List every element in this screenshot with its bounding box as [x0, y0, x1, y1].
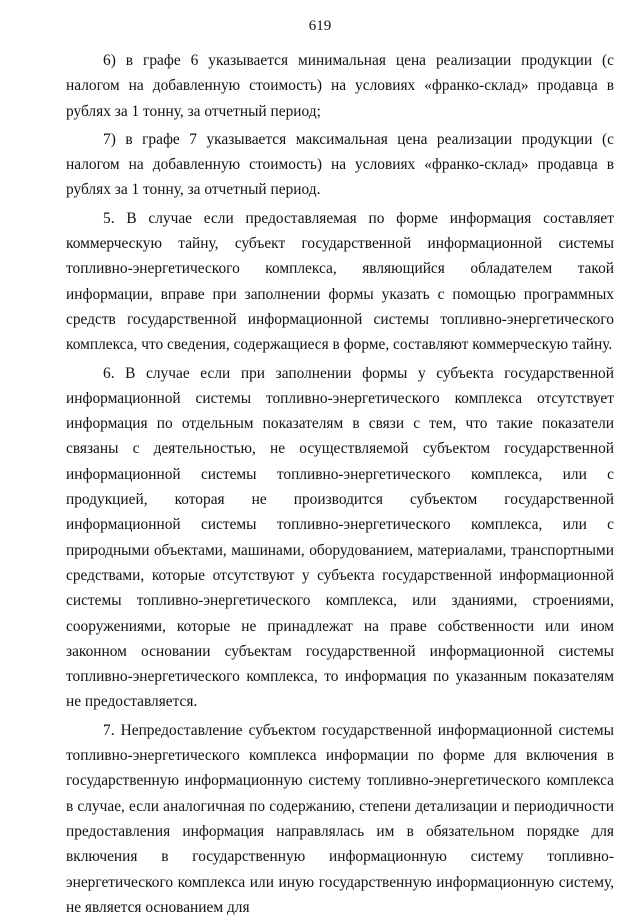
- paragraph-item-7: 7) в графе 7 указывается максимальная цена реализации продукции (с налогом на добавленную стоимость) на условиях «франко-склад» продавца в рублях за 1 тонну, за отчетный период.: [66, 130, 614, 199]
- paragraph-7: 7. Непредоставление субъектом государственной информационной системы топливно-энергетического комплекса информации по форме для включения в государственную информационную систему топливно-энергетического комплекса в случае, если аналогичная по содержанию, степени детализации и периодичности предоставления информация направлялась им в обязательном порядке для включения в государственную информационную систему топливно-энергетического комплекса или иную государственную информационную систему, не является основанием для: [66, 721, 614, 916]
- paragraph-item-6: 6) в графе 6 указывается минимальная цена реализации продукции (с налогом на добавленную стоимость) на условиях «франко-склад» продавца в рублях за 1 тонну, за отчетный период;: [66, 52, 614, 120]
- body-text: [66, 48, 614, 920]
- page-number: 619: [308, 18, 332, 34]
- paragraph-6: 6. В случае если при заполнении формы у субъекта государственной информационной системы топливно-энергетического комплекса отсутствует информация по отдельным показателям в связи с тем, что такие показатели связаны с деятельностью, не осуществляемой субъектом государственной информационной системы топливно-энергетического комплекса, или с продукцией, которая не производится субъектом государственной информационной системы топливно-энергетического комплекса, или с природными объектами, машинами, оборудованием, материалами, транспортными средствами, которые отсутствуют у субъекта государственной информационной системы топливно-энергетического комплекса, или зданиями, строениями, сооружениями, которые не принадлежат на праве собственности или ином законном основании субъектам государственной информационной системы топливно-энергетического комплекса, то информация по указанным показателям не предоставляется.: [66, 364, 614, 711]
- paragraph-5: 5. В случае если предоставляемая по форме информация составляет коммерческую тайну, субъект государственной информационной системы топливно-энергетического комплекса, являющийся обладателем такой информации, вправе при заполнении формы указать с помощью программных средств государственной информационной системы топливно-энергетического комплекса, что сведения, содержащиеся в форме, составляют коммерческую тайну.: [66, 209, 614, 354]
